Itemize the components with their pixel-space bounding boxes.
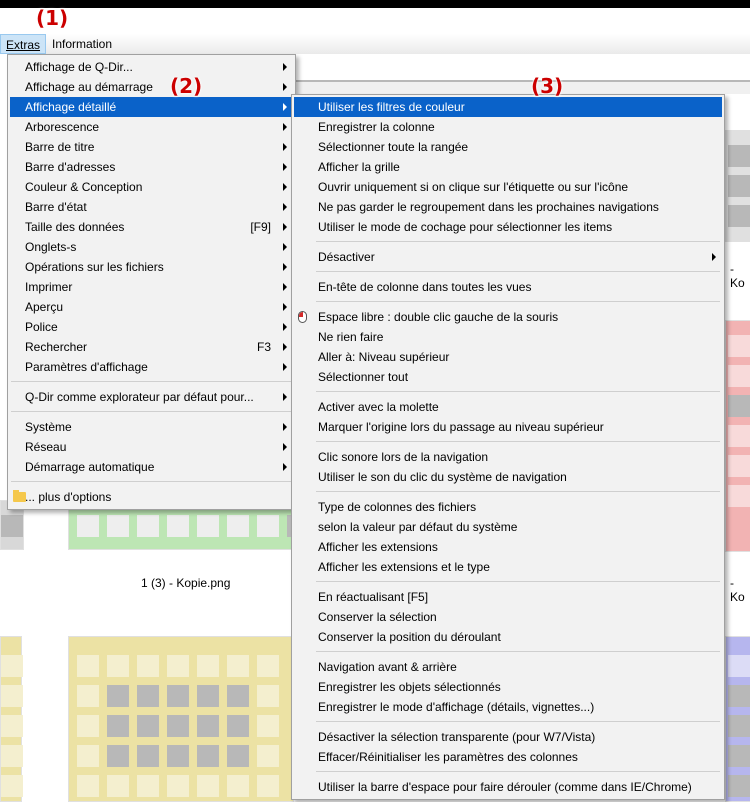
thumbnail-cell [137, 715, 159, 737]
detail-submenu-item[interactable] [294, 497, 722, 517]
thumbnail-cell [77, 775, 99, 797]
detail-submenu-item[interactable] [294, 537, 722, 557]
submenu-arrow-icon [283, 83, 287, 91]
extras-menu-item-label: Réseau [25, 440, 67, 454]
detail-submenu-item[interactable] [294, 467, 722, 487]
detail-submenu-item[interactable] [294, 137, 722, 157]
extras-menu-item-label: Démarrage automatique [25, 460, 155, 474]
extras-menu-item[interactable] [10, 277, 293, 297]
thumbnail-cell [167, 655, 189, 677]
menu-separator [11, 381, 291, 382]
detail-submenu-item[interactable] [294, 397, 722, 417]
detail-submenu-item[interactable] [294, 157, 722, 177]
submenu-arrow-icon [283, 363, 287, 371]
detail-submenu-item[interactable] [294, 657, 722, 677]
extras-menu-item[interactable] [10, 157, 293, 177]
thumbnail-cell [1, 655, 23, 677]
thumbnail-cell [257, 515, 279, 537]
detail-submenu-item-label: Désactiver la sélection transparente (pour W7/Vista) [318, 730, 596, 744]
detail-submenu-item[interactable] [294, 587, 722, 607]
thumbnail-cell [1, 775, 23, 797]
thumbnail-cell [1, 685, 23, 707]
menu-separator [316, 391, 720, 392]
thumbnail-cell [1, 515, 23, 537]
thumbnail-cell [137, 775, 159, 797]
thumbnail-cell [167, 775, 189, 797]
shortcut-hint: [F9] [250, 220, 271, 234]
thumbnail-caption[interactable]: 1 (3) - Kopie.png [141, 576, 231, 590]
menu-separator [316, 721, 720, 722]
thumbnail-cell [107, 515, 129, 537]
detail-submenu-item-label: Effacer/Réinitialiser les paramètres des colonnes [318, 750, 578, 764]
menu-information[interactable] [47, 34, 117, 54]
extras-menu-item[interactable] [10, 137, 293, 157]
submenu-arrow-icon [283, 283, 287, 291]
extras-menu-item-label: Barre d'adresses [25, 160, 116, 174]
thumbnail-cell [728, 335, 750, 357]
detail-submenu-item-label: En réactualisant [F5] [318, 590, 429, 604]
thumbnail-cell [728, 145, 750, 167]
extras-menu-item-label: Imprimer [25, 280, 73, 294]
thumbnail-cell [77, 715, 99, 737]
thumbnail-cell [227, 745, 249, 767]
detail-submenu-item[interactable] [294, 97, 722, 117]
detail-submenu-item[interactable] [294, 417, 722, 437]
detail-submenu-item-label: Utiliser le son du clic du système de navigation [318, 470, 567, 484]
detail-submenu-item-label: Afficher les extensions et le type [318, 560, 490, 574]
extras-menu-item[interactable] [10, 177, 293, 197]
thumbnail-cell [728, 205, 750, 227]
callout-1: (1) [36, 6, 69, 30]
extras-menu-item[interactable] [10, 437, 293, 457]
detail-submenu-item[interactable] [294, 247, 722, 267]
thumbnail-cell [728, 775, 750, 797]
menu-separator [316, 301, 720, 302]
extras-menu-item-label: Opérations sur les fichiers [25, 260, 164, 274]
detail-submenu-item[interactable] [294, 557, 722, 577]
detail-submenu-item-label: Conserver la sélection [318, 610, 437, 624]
detail-submenu-item[interactable] [294, 517, 722, 537]
detail-submenu-item-label: Utiliser la barre d'espace pour faire dérouler (comme dans IE/Chrome) [318, 780, 692, 794]
thumbnail-cell [77, 655, 99, 677]
thumbnail-cell [107, 685, 129, 707]
detail-submenu-item-label: Enregistrer le mode d'affichage (détails, vignettes...) [318, 700, 595, 714]
detail-submenu-item-label: Sélectionner tout [318, 370, 409, 384]
detail-submenu-item[interactable] [294, 447, 722, 467]
detail-submenu-item[interactable] [294, 277, 722, 297]
thumbnail-cell [77, 685, 99, 707]
detail-submenu-item[interactable] [294, 677, 722, 697]
thumbnail-cell [77, 515, 99, 537]
thumbnail-cell [107, 745, 129, 767]
submenu-arrow-icon [283, 103, 287, 111]
thumbnail-gray-right[interactable] [725, 130, 750, 242]
extras-menu-item[interactable] [10, 297, 293, 317]
thumbnail-cell [728, 685, 750, 707]
extras-menu-item-label: Paramètres d'affichage [25, 360, 148, 374]
menu-extras-label: Extras [6, 38, 41, 52]
thumbnail-cell [197, 775, 219, 797]
thumbnail-cell [728, 175, 750, 197]
detail-submenu-item-label: Aller à: Niveau supérieur [318, 350, 450, 364]
extras-menu-item-label: Arborescence [25, 120, 100, 134]
extras-menu-item[interactable] [10, 457, 293, 477]
detail-submenu-item-label: Utiliser le mode de cochage pour sélectionner les items [318, 220, 613, 234]
submenu-arrow-icon [283, 223, 287, 231]
menu-bar [0, 34, 750, 54]
callout-2: (2) [170, 74, 203, 98]
detail-submenu-item-label: Clic sonore lors de la navigation [318, 450, 489, 464]
detail-submenu-item-label: Ne pas garder le regroupement dans les prochaines navigations [318, 200, 659, 214]
extras-menu-item-label: Barre de titre [25, 140, 95, 154]
thumbnail-caption-right[interactable]: - Ko [730, 262, 745, 290]
thumbnail-cell [137, 745, 159, 767]
thumbnail-cell [197, 745, 219, 767]
submenu-arrow-icon [283, 203, 287, 211]
submenu-arrow-icon [283, 63, 287, 71]
extras-menu-item[interactable] [10, 237, 293, 257]
extras-menu [7, 54, 296, 510]
thumbnail-cell [728, 395, 750, 417]
extras-menu-item[interactable] [10, 487, 293, 507]
thumbnail-yellow[interactable] [68, 636, 294, 802]
extras-menu-item[interactable] [10, 117, 293, 137]
detail-submenu-item-label: Enregistrer les objets sélectionnés [318, 680, 501, 694]
extras-menu-item[interactable] [10, 197, 293, 217]
detail-submenu-item-label: Marquer l'origine lors du passage au niveau supérieur [318, 420, 604, 434]
menu-separator [11, 411, 291, 412]
thumbnail-cell [167, 745, 189, 767]
extras-menu-item-label: Aperçu [25, 300, 64, 314]
extras-menu-item-label: Affichage détaillé [25, 100, 117, 114]
menu-separator [316, 271, 720, 272]
detail-submenu-item[interactable] [294, 347, 722, 367]
detail-submenu-item-label: selon la valeur par défaut du système [318, 520, 518, 534]
detail-submenu-item[interactable] [294, 327, 722, 347]
thumbnail-cell [107, 775, 129, 797]
thumbnail-cell [77, 745, 99, 767]
thumbnail-cell [227, 655, 249, 677]
detail-submenu-item[interactable] [294, 117, 722, 137]
detail-submenu-item-label: Afficher la grille [318, 160, 400, 174]
menu-separator [11, 481, 291, 482]
submenu-arrow-icon [283, 323, 287, 331]
submenu-arrow-icon [283, 123, 287, 131]
thumbnail-cell [167, 685, 189, 707]
thumbnail-cell [257, 715, 279, 737]
thumbnail-cell [1, 715, 23, 737]
extras-menu-item-label: Couleur & Conception [25, 180, 143, 194]
thumbnail-cell [257, 685, 279, 707]
detail-submenu-item[interactable] [294, 627, 722, 647]
detail-submenu-item[interactable] [294, 367, 722, 387]
menu-information-label: Information [52, 37, 113, 51]
window-top-edge [0, 0, 750, 8]
thumbnail-cell [728, 715, 750, 737]
thumbnail-cell [728, 425, 750, 447]
extras-menu-item-label: ... plus d'options [25, 490, 112, 504]
thumbnail-cell [197, 715, 219, 737]
detail-submenu-item-label: Conserver la position du déroulant [318, 630, 501, 644]
menu-separator [316, 241, 720, 242]
thumbnail-caption-right-2[interactable]: - Ko [730, 576, 745, 604]
detail-submenu-item-label: Navigation avant & arrière [318, 660, 457, 674]
thumbnail-blue-right[interactable] [725, 636, 750, 802]
thumbnail-cell [728, 655, 750, 677]
detail-submenu-item-label: Sélectionner toute la rangée [318, 140, 469, 154]
detail-submenu-item-label: En-tête de colonne dans toutes les vues [318, 280, 532, 294]
detail-submenu-item-label: Type de colonnes des fichiers [318, 500, 477, 514]
submenu-arrow-icon [283, 393, 287, 401]
thumbnail-cell [227, 715, 249, 737]
detail-submenu-item[interactable] [294, 747, 722, 767]
menu-separator [316, 441, 720, 442]
detail-submenu-item-label: Espace libre : double clic gauche de la souris [318, 310, 559, 324]
detail-submenu-item[interactable] [294, 217, 722, 237]
thumbnail-cell [167, 515, 189, 537]
detail-submenu-item-label: Activer avec la molette [318, 400, 439, 414]
thumbnail-cell [257, 775, 279, 797]
submenu-arrow-icon [283, 443, 287, 451]
submenu-arrow-icon [283, 263, 287, 271]
detail-submenu-item[interactable] [294, 607, 722, 627]
extras-menu-item-label: Onglets-s [25, 240, 77, 254]
submenu-arrow-icon [712, 253, 716, 261]
detail-submenu-item-label: Afficher les extensions [318, 540, 438, 554]
submenu-arrow-icon [283, 163, 287, 171]
extras-menu-item[interactable] [10, 257, 293, 277]
extras-menu-item[interactable] [10, 77, 293, 97]
extras-menu-item[interactable] [10, 217, 293, 237]
thumbnail-cell [197, 685, 219, 707]
menu-extras[interactable] [0, 34, 46, 54]
extras-menu-item-label: Q-Dir comme explorateur par défaut pour... [25, 390, 254, 404]
submenu-arrow-icon [283, 343, 287, 351]
menu-separator [316, 651, 720, 652]
submenu-arrow-icon [283, 243, 287, 251]
menu-separator [316, 581, 720, 582]
thumbnail-cell [137, 655, 159, 677]
thumbnail-yellow-left[interactable] [0, 636, 22, 802]
thumbnail-cell [1, 745, 23, 767]
thumbnail-cell [167, 715, 189, 737]
submenu-arrow-icon [283, 463, 287, 471]
extras-menu-item[interactable] [10, 417, 293, 437]
thumbnail-cell [227, 775, 249, 797]
extras-menu-item-label: Taille des données [25, 220, 125, 234]
detail-submenu-item-label: Enregistrer la colonne [318, 120, 435, 134]
menu-separator [316, 771, 720, 772]
extras-menu-item[interactable] [10, 387, 293, 407]
extras-menu-item-label: Police [25, 320, 58, 334]
extras-menu-item[interactable] [10, 337, 293, 357]
detail-submenu-item-label: Désactiver [318, 250, 375, 264]
submenu-arrow-icon [283, 303, 287, 311]
thumbnail-cell [107, 715, 129, 737]
submenu-arrow-icon [283, 183, 287, 191]
thumbnail-pink-right[interactable] [725, 320, 750, 552]
detail-submenu-item-label: Utiliser les filtres de couleur [318, 100, 465, 114]
thumbnail-cell [137, 685, 159, 707]
thumbnail-cell [107, 655, 129, 677]
thumbnail-cell [257, 745, 279, 767]
detail-view-submenu [291, 94, 725, 800]
detail-submenu-item-label: Ouvrir uniquement si on clique sur l'étiquette ou sur l'icône [318, 180, 629, 194]
menu-separator [316, 491, 720, 492]
mouse-icon [298, 311, 307, 323]
detail-submenu-item[interactable] [294, 177, 722, 197]
extras-menu-item[interactable] [10, 57, 293, 77]
detail-submenu-item[interactable] [294, 727, 722, 747]
thumbnail-cell [728, 485, 750, 507]
thumbnail-cell [728, 455, 750, 477]
detail-submenu-item[interactable] [294, 697, 722, 717]
detail-submenu-item[interactable] [294, 307, 722, 327]
thumbnail-cell [227, 685, 249, 707]
thumbnail-cell [728, 365, 750, 387]
detail-submenu-item[interactable] [294, 197, 722, 217]
extras-menu-item[interactable] [10, 357, 293, 377]
tab-strip [296, 82, 750, 94]
extras-menu-item-label: Barre d'état [25, 200, 87, 214]
thumbnail-cell [197, 655, 219, 677]
shortcut-hint: F3 [256, 340, 271, 354]
extras-menu-item-label: Système [25, 420, 72, 434]
submenu-arrow-icon [283, 423, 287, 431]
extras-menu-item-label: Rechercher [25, 340, 88, 354]
thumbnail-cell [728, 745, 750, 767]
thumbnail-cell [137, 515, 159, 537]
extras-menu-item[interactable] [10, 317, 293, 337]
thumbnail-cell [257, 655, 279, 677]
extras-menu-item-label: Affichage au démarrage [25, 80, 153, 94]
thumbnail-cell [197, 515, 219, 537]
detail-submenu-item[interactable] [294, 777, 722, 797]
extras-menu-item[interactable] [10, 97, 293, 117]
thumbnail-cell [227, 515, 249, 537]
callout-3: (3) [531, 74, 564, 98]
submenu-arrow-icon [283, 143, 287, 151]
detail-submenu-item-label: Ne rien faire [318, 330, 384, 344]
extras-menu-item-label: Affichage de Q-Dir... [25, 60, 133, 74]
